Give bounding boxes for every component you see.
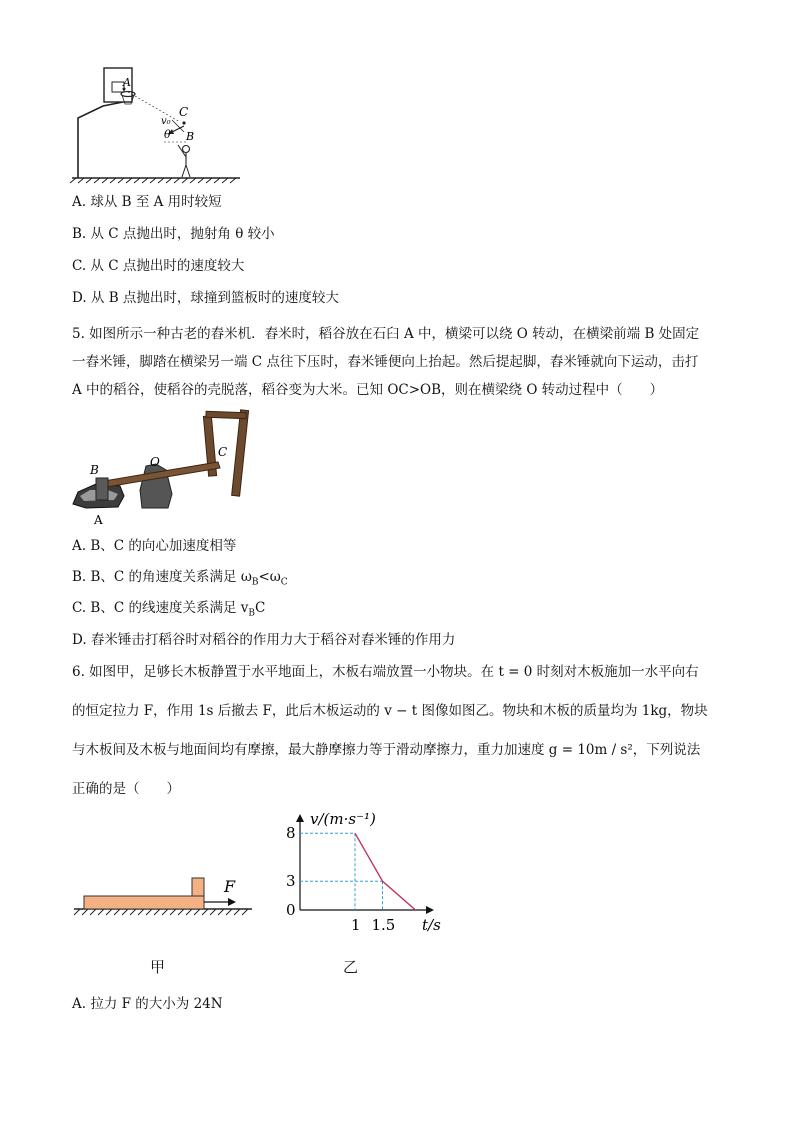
q5-stem-line: A 中的稻谷，使稻谷的壳脱落，稻谷变为大米。已知 OC>OB，则在横梁绕 O 转动过程中（ ） xyxy=(72,382,664,398)
x-tick-label: 1 xyxy=(351,916,361,934)
label-theta: θ xyxy=(164,128,171,141)
q5-option-a: A. B、C 的向心加速度相等 xyxy=(72,538,237,554)
q6-stem xyxy=(72,658,722,803)
label-c: C xyxy=(179,105,189,119)
q4-option-c: C. 从 C 点抛出时的速度较大 xyxy=(72,258,245,274)
q4-option-d: D. 从 B 点抛出时，球撞到篮板时的速度较大 xyxy=(72,290,339,306)
label-c: C xyxy=(218,445,228,459)
label-a: A xyxy=(94,513,103,527)
q5-stem-line: 一舂米锤，脚踏在横梁另一端 C 点往下压时，舂米锤便向上抬起。然后提起脚，舂米锤就向下运动，击打 xyxy=(72,354,699,370)
q5-stem-line: 5. 如图所示一种古老的舂米机．舂米时，稻谷放在石臼 A 中，横梁可以绕 O 转动，在横梁前端 B 处固定 xyxy=(72,326,700,342)
vt-chart xyxy=(280,802,450,938)
q6-stem-line: 与木板间及木板与地面间均有摩擦，最大静摩擦力等于滑动摩擦力，重力加速度 g = 10m / s²，下列说法 xyxy=(72,742,701,758)
force-label: F xyxy=(224,877,236,896)
fig-yi-caption: 乙 xyxy=(343,958,359,976)
label-o: O xyxy=(150,455,160,469)
q6-option-a: A. 拉力 F 的大小为 24N xyxy=(72,996,223,1012)
q6-stem-line: 的恒定拉力 F，作用 1s 后撤去 F，此后木板运动的 v − t 图像如图乙。物块和木板的质量均为 1kg，物块 xyxy=(72,703,708,719)
y-tick-label: 0 xyxy=(286,901,296,919)
y-tick-label: 8 xyxy=(286,824,296,843)
label-b: B xyxy=(186,130,195,143)
x-tick-label: 1.5 xyxy=(371,916,396,934)
label-a: A xyxy=(123,76,131,89)
q4-option-a: A. 球从 B 至 A 用时较短 xyxy=(72,194,222,210)
y-axis-label-text: v/(m·s⁻¹) xyxy=(310,810,376,828)
y-axis-arrow xyxy=(296,814,304,822)
y-axis-label xyxy=(310,810,376,828)
q5-option-b: B. B、C 的角速度关系满足 $\omega_B<\omega_C$ xyxy=(72,569,288,588)
y-tick-label: 3 xyxy=(286,872,296,891)
q4-option-b: B. 从 C 点抛出时，抛射角 θ 较小 xyxy=(72,226,275,242)
fig-jia-board xyxy=(70,868,260,920)
x-axis-label: t/s xyxy=(422,916,441,934)
vt-segment xyxy=(383,881,416,910)
basketball-figure xyxy=(68,62,248,184)
q5-option-d: D. 舂米锤击打稻谷时对稻谷的作用力大于稻谷对舂米锤的作用力 xyxy=(72,632,456,648)
q5-stem xyxy=(72,320,722,404)
vt-segment xyxy=(355,833,383,881)
label-v0: v₀ xyxy=(161,116,171,127)
q6-stem-line: 6. 如图甲，足够长木板静置于水平地面上，木板右端放置一小物块。在 t = 0 时刻对木板施加一水平向右 xyxy=(72,664,699,680)
x-axis-arrow xyxy=(426,906,434,914)
q5-option-c: C. B、C 的线速度关系满足 $v_BC$ xyxy=(72,600,266,619)
rice-pounder-figure xyxy=(68,404,268,528)
q6-stem-line: 正确的是（ ） xyxy=(72,781,180,797)
fig-jia-caption: 甲 xyxy=(150,958,166,976)
label-b: B xyxy=(90,463,99,477)
